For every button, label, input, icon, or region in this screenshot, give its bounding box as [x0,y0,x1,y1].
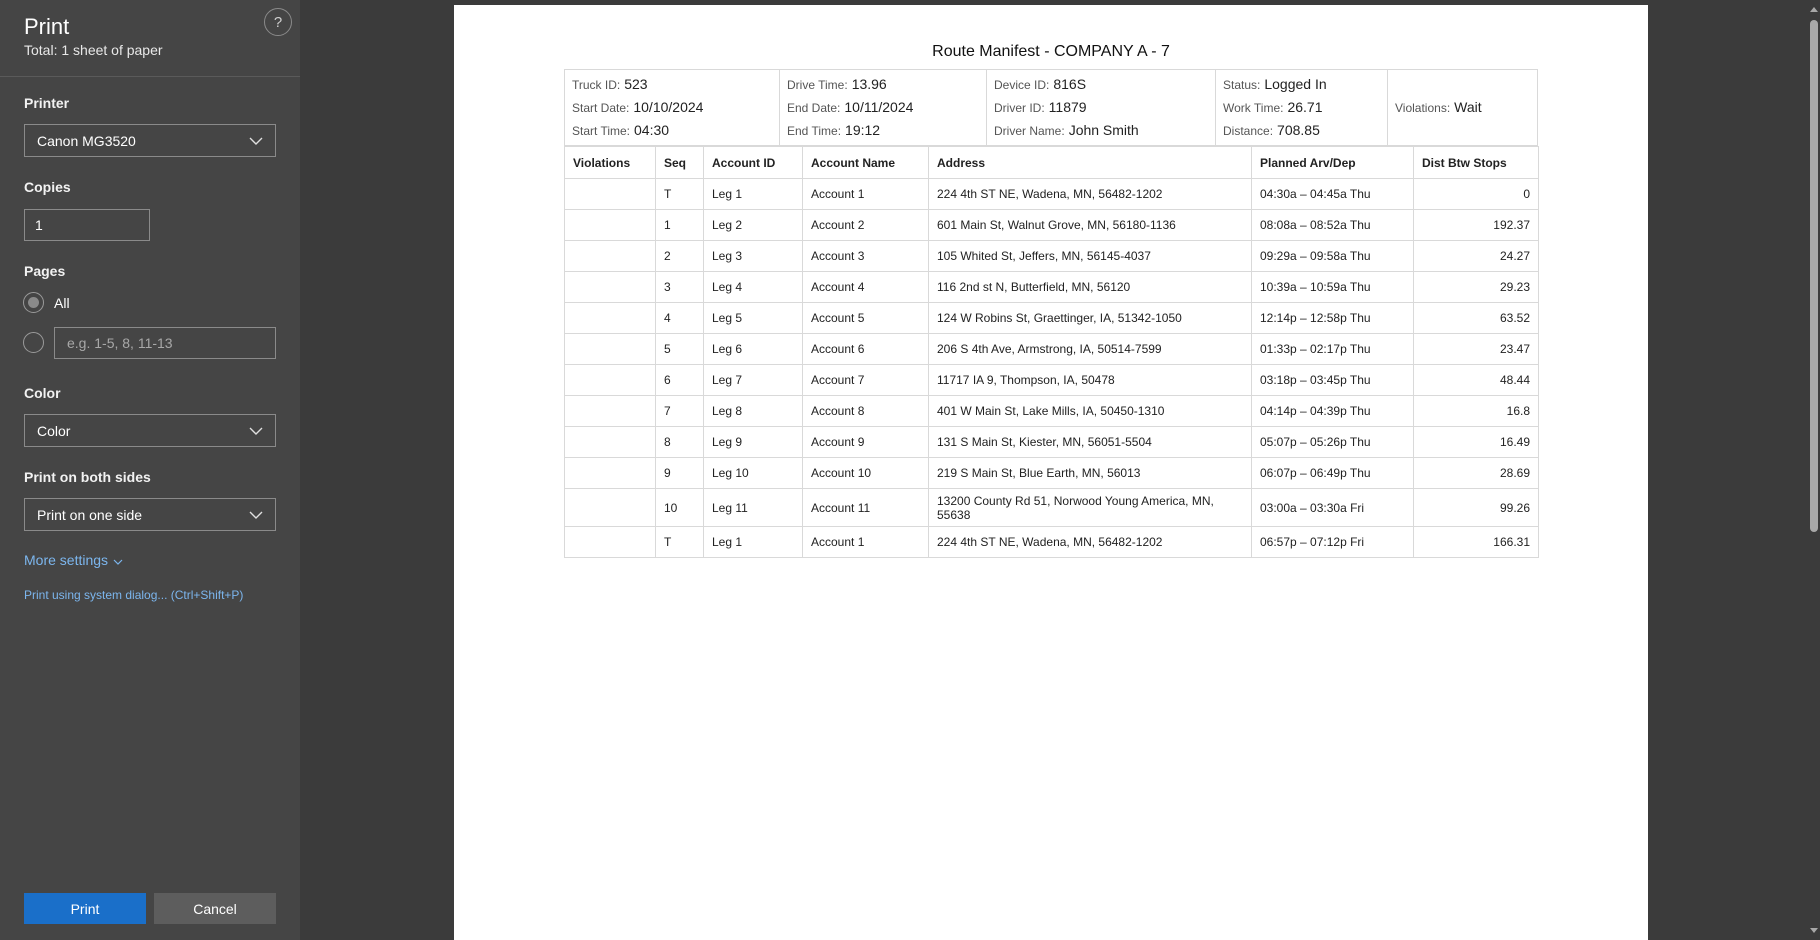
table-cell: 03:00a – 03:30a Fri [1252,489,1414,527]
table-row [565,489,1539,527]
copies-input[interactable] [24,209,150,241]
table-cell: 12:14p – 12:58p Thu [1252,303,1414,334]
preview-scrollbar[interactable] [1808,0,1820,940]
table-cell [565,210,656,241]
status: Status: Logged In [1223,76,1327,92]
table-cell: 2 [656,241,704,272]
print-preview-area [300,0,1808,940]
table-cell: 1 [656,210,704,241]
print-button[interactable]: Print [24,893,146,924]
table-cell: Leg 6 [704,334,803,365]
print-title: Print [24,14,70,39]
table-cell: 16.49 [1414,427,1539,458]
table-cell: 401 W Main St, Lake Mills, IA, 50450-1310 [929,396,1252,427]
manifest-table [564,146,1539,558]
print-settings-panel [0,0,300,940]
table-cell: Leg 5 [704,303,803,334]
table-cell: Account 6 [803,334,929,365]
table-row [565,179,1539,210]
table-cell: T [656,527,704,558]
table-cell: Leg 2 [704,210,803,241]
distance: Distance: 708.85 [1223,122,1320,138]
truck-id: Truck ID: 523 [572,76,648,92]
table-row [565,241,1539,272]
document-title: Route Manifest - COMPANY A - 7 [932,43,1170,60]
table-cell: Leg 10 [704,458,803,489]
device-id: Device ID: 816S [994,76,1087,92]
cancel-button[interactable]: Cancel [154,893,276,924]
table-cell: 06:57p – 07:12p Fri [1252,527,1414,558]
table-cell: 24.27 [1414,241,1539,272]
end-date: End Date: 10/11/2024 [787,99,914,115]
table-cell: 09:29a – 09:58a Thu [1252,241,1414,272]
chevron-down-icon [249,508,263,522]
chevron-down-icon [249,134,263,148]
info-column-truck [565,70,780,145]
table-cell: 10:39a – 10:59a Thu [1252,272,1414,303]
work-time: Work Time: 26.71 [1223,99,1323,115]
more-settings-label: More settings [24,552,109,568]
driver-id: Driver ID: 11879 [994,99,1087,115]
table-cell: 04:14p – 04:39p Thu [1252,396,1414,427]
table-cell: 9 [656,458,704,489]
table-cell: 4 [656,303,704,334]
table-row [565,210,1539,241]
table-cell: Leg 3 [704,241,803,272]
table-cell: 3 [656,272,704,303]
table-cell: 105 Whited St, Jeffers, MN, 56145-4037 [929,241,1252,272]
table-row [565,272,1539,303]
table-cell: 8 [656,427,704,458]
col-header: Account ID [704,147,803,179]
table-cell [565,489,656,527]
table-cell: 219 S Main St, Blue Earth, MN, 56013 [929,458,1252,489]
table-cell [565,334,656,365]
col-header: Account Name [803,147,929,179]
table-cell: 224 4th ST NE, Wadena, MN, 56482-1202 [929,179,1252,210]
table-cell: Account 11 [803,489,929,527]
table-cell: 224 4th ST NE, Wadena, MN, 56482-1202 [929,527,1252,558]
printer-label: Printer [24,95,70,111]
table-cell: 23.47 [1414,334,1539,365]
duplex-value: Print on one side [37,506,143,523]
table-row [565,334,1539,365]
pages-range-radio[interactable] [23,332,44,353]
table-cell [565,458,656,489]
table-cell [565,179,656,210]
col-header: Violations [565,147,656,179]
sheet-count: Total: 1 sheet of paper [24,42,163,58]
table-cell: Leg 9 [704,427,803,458]
table-cell: 04:30a – 04:45a Thu [1252,179,1414,210]
pages-label: Pages [24,263,66,279]
table-cell: Account 4 [803,272,929,303]
printer-value: Canon MG3520 [37,132,136,149]
table-cell: Account 7 [803,365,929,396]
table-cell: 08:08a – 08:52a Thu [1252,210,1414,241]
table-cell [565,365,656,396]
color-value: Color [37,422,71,439]
table-cell: 06:07p – 06:49p Thu [1252,458,1414,489]
table-row [565,365,1539,396]
table-cell [565,396,656,427]
pages-range-input[interactable] [54,327,276,359]
table-header-row [565,147,1539,179]
info-column-violations [1388,70,1537,145]
table-cell [565,272,656,303]
chevron-down-icon [249,424,263,438]
table-cell: 48.44 [1414,365,1539,396]
table-cell: 13200 County Rd 51, Norwood Young America, MN, 55638 [929,489,1252,527]
table-cell: 28.69 [1414,458,1539,489]
table-cell: Account 2 [803,210,929,241]
table-cell: 11717 IA 9, Thompson, IA, 50478 [929,365,1252,396]
table-cell: 0 [1414,179,1539,210]
table-cell: Leg 7 [704,365,803,396]
table-row [565,427,1539,458]
info-column-device [987,70,1216,145]
duplex-select[interactable] [24,498,276,531]
scroll-thumb[interactable] [1810,20,1818,532]
table-cell: 01:33p – 02:17p Thu [1252,334,1414,365]
table-cell [565,241,656,272]
table-cell: 03:18p – 03:45p Thu [1252,365,1414,396]
col-header: Address [929,147,1252,179]
table-row [565,527,1539,558]
table-cell: Account 3 [803,241,929,272]
color-select[interactable] [24,414,276,447]
table-cell: T [656,179,704,210]
scroll-up-icon[interactable] [1808,4,1820,14]
pages-all-radio[interactable] [23,292,44,313]
table-row [565,458,1539,489]
table-cell: Account 5 [803,303,929,334]
table-cell: Account 1 [803,179,929,210]
table-cell: Account 9 [803,427,929,458]
table-cell: 192.37 [1414,210,1539,241]
route-info-grid [564,69,1538,146]
table-cell: 63.52 [1414,303,1539,334]
color-label: Color [24,385,61,401]
table-cell: 601 Main St, Walnut Grove, MN, 56180-1136 [929,210,1252,241]
table-cell [565,427,656,458]
start-date: Start Date: 10/10/2024 [572,99,704,115]
help-button[interactable]: ? [264,8,292,36]
table-cell [565,527,656,558]
table-cell: 29.23 [1414,272,1539,303]
pages-all-label: All [54,295,70,311]
table-cell [565,303,656,334]
table-cell: Account 1 [803,527,929,558]
table-cell: 5 [656,334,704,365]
table-row [565,303,1539,334]
table-row [565,396,1539,427]
more-settings-link[interactable] [24,552,123,568]
preview-page [454,5,1648,940]
table-cell: Leg 8 [704,396,803,427]
col-header: Planned Arv/Dep [1252,147,1414,179]
table-cell: Leg 1 [704,527,803,558]
table-cell: Account 10 [803,458,929,489]
driver-name: Driver Name: John Smith [994,122,1139,138]
table-cell: 116 2nd st N, Butterfield, MN, 56120 [929,272,1252,303]
table-cell: 99.26 [1414,489,1539,527]
info-column-status [1216,70,1388,145]
col-header: Dist Btw Stops [1414,147,1539,179]
table-cell: Leg 1 [704,179,803,210]
end-time: End Time: 19:12 [787,122,881,138]
duplex-label: Print on both sides [24,469,151,485]
copies-label: Copies [24,179,71,195]
chevron-down-icon [113,552,123,568]
table-cell: 05:07p – 05:26p Thu [1252,427,1414,458]
col-header: Seq [656,147,704,179]
scroll-down-icon[interactable] [1808,926,1820,936]
violations: Violations: Wait [1395,99,1482,115]
table-cell: 131 S Main St, Kiester, MN, 56051-5504 [929,427,1252,458]
start-time: Start Time: 04:30 [572,122,670,138]
table-cell: 124 W Robins St, Graettinger, IA, 51342-1050 [929,303,1252,334]
panel-divider [0,76,300,77]
drive-time: Drive Time: 13.96 [787,76,887,92]
table-cell: 10 [656,489,704,527]
table-cell: 206 S 4th Ave, Armstrong, IA, 50514-7599 [929,334,1252,365]
table-cell: 16.8 [1414,396,1539,427]
system-dialog-link[interactable]: Print using system dialog... (Ctrl+Shift+P) [24,588,244,602]
printer-select[interactable] [24,124,276,157]
table-cell: 166.31 [1414,527,1539,558]
info-column-drive [780,70,987,145]
table-cell: 7 [656,396,704,427]
table-cell: Account 8 [803,396,929,427]
table-cell: Leg 4 [704,272,803,303]
table-cell: Leg 11 [704,489,803,527]
table-cell: 6 [656,365,704,396]
